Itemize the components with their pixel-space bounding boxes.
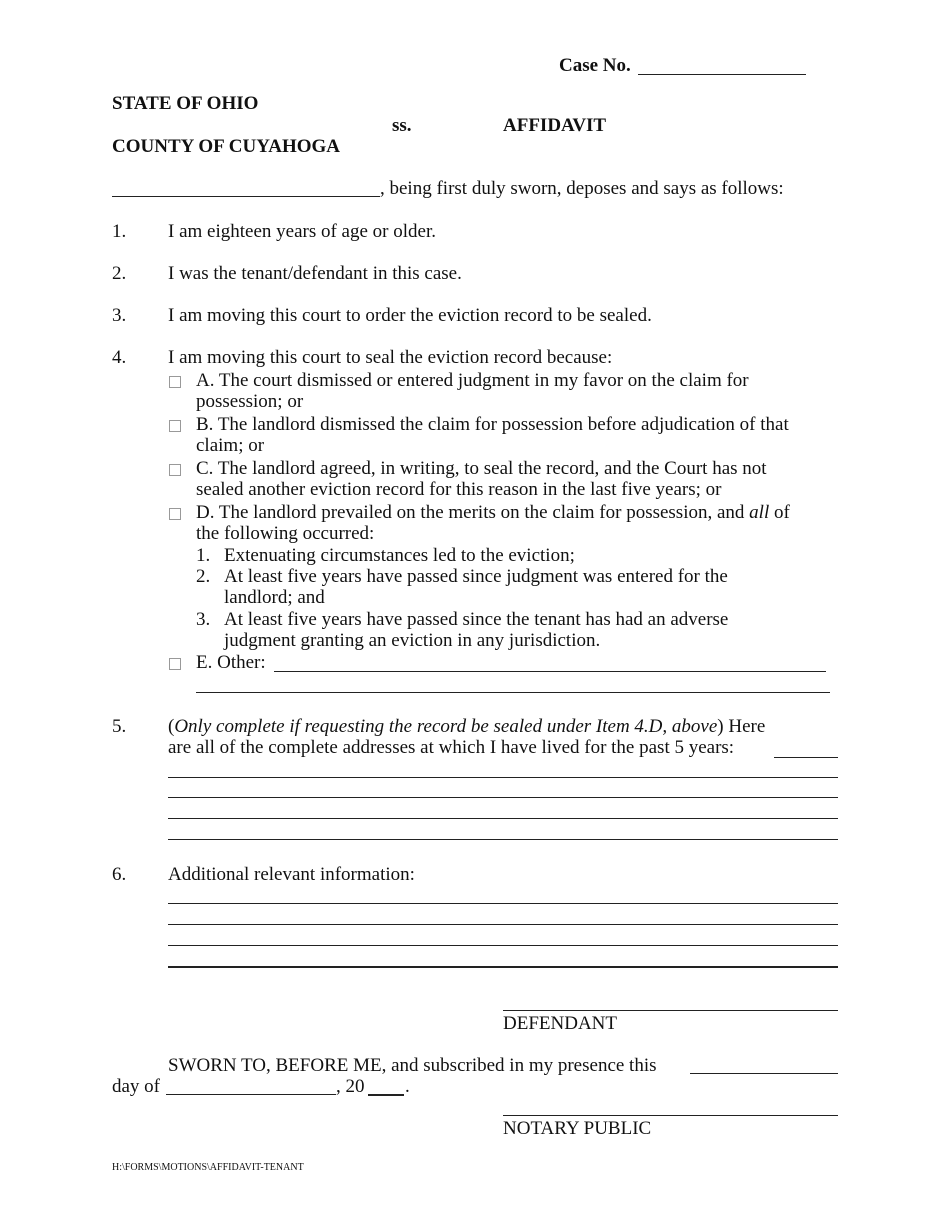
notary-label: NOTARY PUBLIC (503, 1118, 652, 1139)
notary-signature-field[interactable] (503, 1115, 838, 1116)
item-4-text: I am moving this court to seal the eviction record because: (168, 347, 613, 368)
option-b-text: B. The landlord dismissed the claim for possession before adjudication of that claim; or (196, 414, 789, 456)
address-field-4[interactable] (168, 839, 838, 840)
case-number-label: Case No. (559, 55, 631, 76)
item-4-number: 4. (112, 347, 127, 368)
option-d-sub-3-text: At least five years have passed since the tenant has had an adverse judgment granting an eviction in any jurisdiction. (224, 609, 729, 651)
item-3-number: 3. (112, 305, 127, 326)
county-heading: COUNTY OF CUYAHOGA (112, 136, 341, 157)
sworn-day-field[interactable] (690, 1073, 838, 1074)
option-d-sub-1-text: Extenuating circumstances led to the eviction; (224, 545, 575, 566)
option-e-checkbox[interactable] (169, 658, 181, 670)
year-prefix: , 20 (336, 1076, 365, 1097)
option-d-sub-2-text: At least five years have passed since judgment was entered for the landlord; and (224, 566, 728, 608)
item-5-number: 5. (112, 716, 127, 737)
date-period: . (405, 1076, 410, 1097)
affiant-name-field[interactable] (112, 196, 380, 197)
day-of-label: day of (112, 1076, 161, 1097)
address-field-0[interactable] (774, 757, 838, 758)
item-2-number: 2. (112, 263, 127, 284)
option-e-field-2[interactable] (196, 692, 830, 693)
info-field-1[interactable] (168, 903, 838, 904)
file-path-footer: H:\FORMS\MOTIONS\AFFIDAVIT-TENANT (112, 1162, 304, 1173)
option-e-field-1[interactable] (274, 671, 826, 672)
address-field-3[interactable] (168, 818, 838, 819)
option-d-sub-2-number: 2. (196, 566, 211, 587)
item-1-text: I am eighteen years of age or older. (168, 221, 436, 242)
sworn-month-field[interactable] (166, 1094, 336, 1095)
option-d-sub-3-number: 3. (196, 609, 211, 630)
option-e-label: E. Other: (196, 652, 266, 673)
option-d-text: D. The landlord prevailed on the merits on the claim for possession, and all of the following occurred: (196, 502, 790, 544)
intro-text: , being first duly sworn, deposes and says as follows: (380, 178, 784, 199)
defendant-signature-field[interactable] (503, 1010, 838, 1011)
item-5-text: (Only complete if requesting the record be sealed under Item 4.D, above) Here are all of the complete addresses at which I have lived for the past 5 years: (168, 716, 766, 758)
case-number-field[interactable] (638, 74, 806, 75)
sworn-statement: SWORN TO, BEFORE ME, and subscribed in my presence this (168, 1055, 657, 1076)
option-d-sub-1-number: 1. (196, 545, 211, 566)
ss-label: ss. (392, 115, 412, 136)
option-b-checkbox[interactable] (169, 420, 181, 432)
defendant-label: DEFENDANT (503, 1013, 617, 1034)
info-field-3[interactable] (168, 945, 838, 946)
item-6-number: 6. (112, 864, 127, 885)
item-6-text: Additional relevant information: (168, 864, 415, 885)
address-field-1[interactable] (168, 777, 838, 778)
info-field-4[interactable] (168, 966, 838, 968)
option-c-checkbox[interactable] (169, 464, 181, 476)
item-2-text: I was the tenant/defendant in this case. (168, 263, 462, 284)
info-field-2[interactable] (168, 924, 838, 925)
sworn-year-field[interactable] (368, 1094, 404, 1096)
option-c-text: C. The landlord agreed, in writing, to seal the record, and the Court has not sealed another eviction record for this reason in the last five years; or (196, 458, 767, 500)
option-a-checkbox[interactable] (169, 376, 181, 388)
state-heading: STATE OF OHIO (112, 93, 259, 114)
option-d-checkbox[interactable] (169, 508, 181, 520)
document-title: AFFIDAVIT (503, 115, 607, 136)
address-field-2[interactable] (168, 797, 838, 798)
option-a-text: A. The court dismissed or entered judgment in my favor on the claim for possession; or (196, 370, 749, 412)
item-3-text: I am moving this court to order the eviction record to be sealed. (168, 305, 652, 326)
item-1-number: 1. (112, 221, 127, 242)
